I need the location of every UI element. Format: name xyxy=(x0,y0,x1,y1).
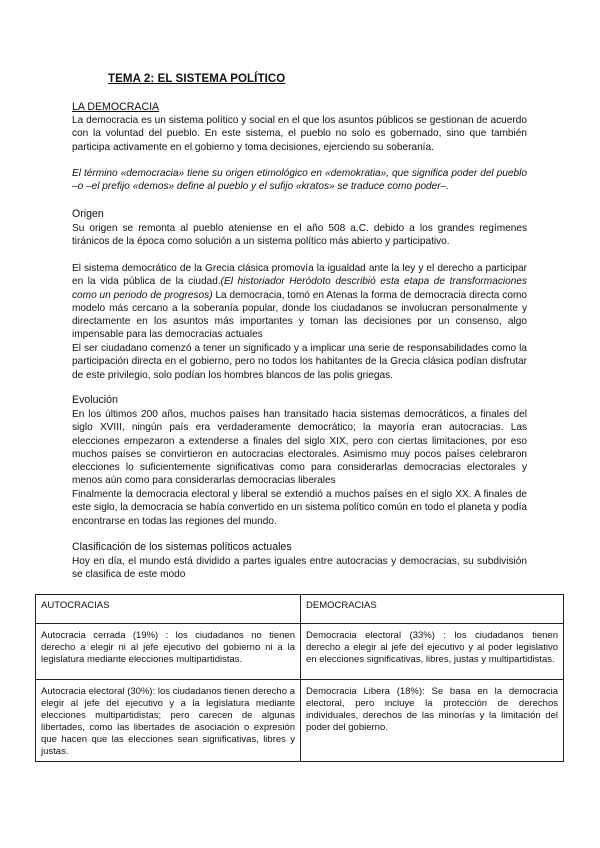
origen-paragraph-1: Su origen se remonta al pueblo ateniense en el año 508 a.C. debido a los grandes regímenes tiránicos de la época como solución a un sistema político más abierto y participativo. xyxy=(72,223,527,248)
section-heading-clasificacion: Clasificación de los sistemas políticos actuales xyxy=(72,541,292,553)
table-header-row xyxy=(36,595,564,624)
democracia-definition: La democracia es un sistema político y social en el que los asuntos públicos se gestionan de acuerdo con la voluntad del pueblo. En este sistema, el pueblo no solo es gobernado, sino que también participa activamente en el gobierno y toma decisiones, ejerciendo su soberanía. xyxy=(72,115,527,153)
evolucion-paragraph-1: En los últimos 200 años, muchos países han transitado hacia sistemas democráticos, a finales del siglo XVIII, ningún país era verdaderamente democrático; la mayoría eran autocracias. Las elecciones empezaron a extenderse a finales del siglo XIX, pero con ciertas limitaciones, por eso muchos países se convirtieron en autocracias electorales. Asimismo muy pocos países celebraron elecciones lo suficientemente significativas como para considerarlas democracias electorales y menos aún como para considerarlas democracias liberales xyxy=(72,409,527,487)
origen-paragraph-2 xyxy=(72,262,527,342)
origen-paragraph-3: El ser ciudadano comenzó a tener un significado y a implicar una serie de responsabilidades como la participación directa en el gobierno, pero no todos los habitantes de la Grecia clásica podían disfrutar de este privilegio, solo podían los hombres blancos de las polis griegas. xyxy=(72,343,527,381)
cell-democracia-libera: Democracia Libera (18%): Se basa en la democracia electoral, pero incluye la protección de derechos individuales, derechos de las minorías y la limitación del poder del gobierno. xyxy=(301,680,564,762)
header-democracias: DEMOCRACIAS xyxy=(301,595,564,624)
page-title: TEMA 2: EL SISTEMA POLÍTICO xyxy=(108,73,286,85)
evolucion-paragraph-2: Finalmente la democracia electoral y liberal se extendió a muchos países en el siglo XX. A finales de este siglo, la democracia se había convertido en un sistema político común en todo el planeta y podía encontrarse en todas las regiones del mundo. xyxy=(72,489,527,527)
herodoto-quote: (El historiador Heródoto describió esta etapa de transformaciones como un periodo de progresos) xyxy=(72,276,527,301)
origen-p2-text-a: El sistema democrático de la Grecia clásica promovía la igualdad ante la ley y el derecho a participar en la vida pública de la ciudad. xyxy=(72,263,527,288)
section-heading-evolucion: Evolución xyxy=(72,394,118,406)
table-row xyxy=(36,624,564,680)
header-autocracias: AUTOCRACIAS xyxy=(36,595,301,624)
origen-p2-text-b: La democracia, tomó en Atenas la forma de democracia directa como modelo más cercano a la soberanía popular, donde los ciudadanos se involucran personalmente y directamente en los asuntos más importantes y toman las decisiones por un consenso, algo impensable para las democracias actuales xyxy=(72,289,527,341)
clasificacion-intro: Hoy en día, el mundo está dividido a partes iguales entre autocracias y democracias, su subdivisión se clasifica de este modo xyxy=(72,556,527,581)
cell-democracia-electoral: Democracia electoral (33%) : los ciudadanos tienen derecho a elegir al jefe del ejecutivo y al poder legislativo en elecciones significativas, libres, justas y multipartidistas. xyxy=(301,624,564,680)
democracia-etymology: El término «democracia» tiene su origen etimológico en «demokratia», que significa poder del pueblo –o –el prefijo «demos» define al pueblo y el sufijo «kratos» se traduce como poder–. xyxy=(72,168,527,193)
cell-autocracia-electoral: Autocracia electoral (30%): los ciudadanos tienen derecho a elegir al jefe del ejecutivo y a la legislatura mediante elecciones multipartidistas; pero carecen de algunas libertades, como las libertades de asociación o expresión que hacen que las elecciones sean significativas, libres y justas. xyxy=(36,680,301,762)
section-heading-democracia: LA DEMOCRACIA xyxy=(72,101,160,113)
table-row xyxy=(36,680,564,762)
classification-table xyxy=(35,594,564,762)
cell-autocracia-cerrada: Autocracia cerrada (19%) : los ciudadanos no tienen derecho a elegir ni al jefe ejecutivo del gobierno ni a la legislatura mediante elecciones multipartidistas. xyxy=(36,624,301,680)
section-heading-origen: Origen xyxy=(72,208,104,220)
